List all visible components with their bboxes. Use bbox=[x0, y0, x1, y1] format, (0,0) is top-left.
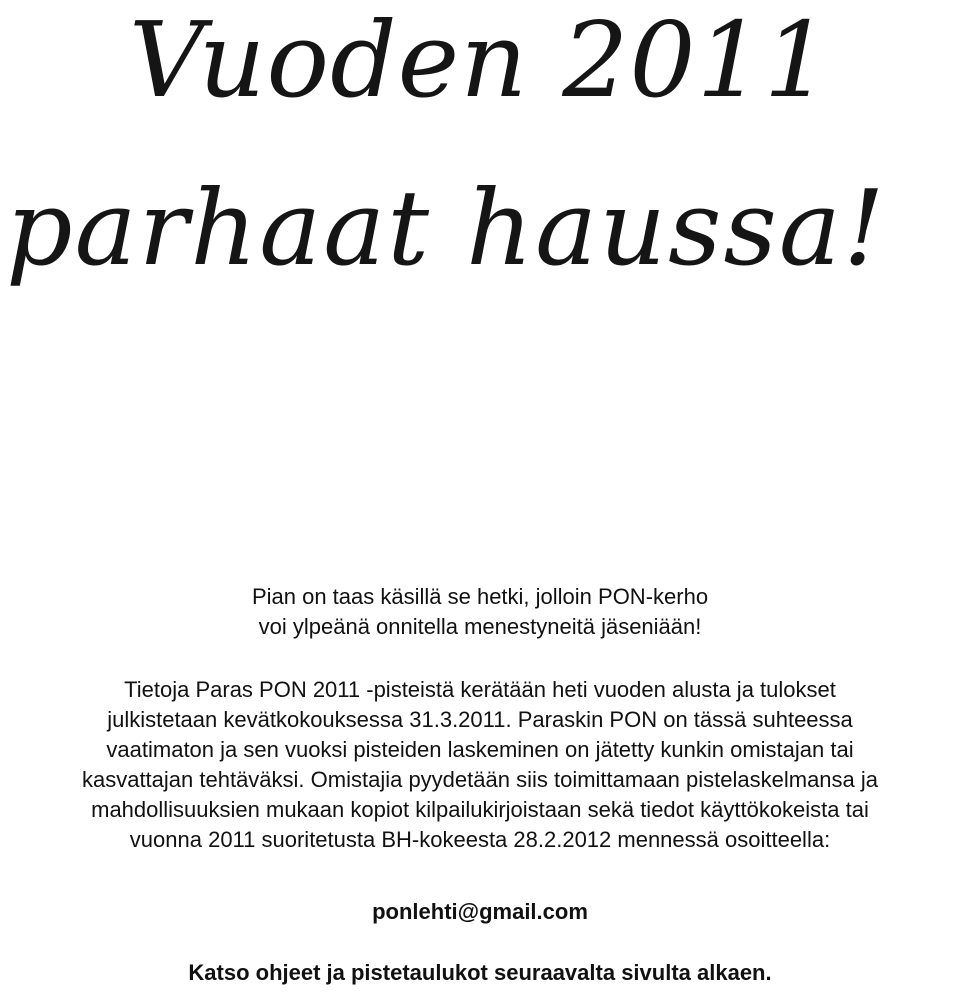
intro-line: voi ylpeänä onnitella menestyneitä jäseniään! bbox=[258, 614, 702, 639]
intro-paragraph bbox=[0, 582, 960, 642]
headline-line-1: Vuoden 2011 bbox=[129, 0, 831, 121]
details-line: Tietoja Paras PON 2011 -pisteistä kerätään heti vuoden alusta ja tulokset bbox=[124, 677, 836, 702]
details-line: julkistetaan kevätkokouksessa 31.3.2011. Paraskin PON on tässä suhteessa bbox=[107, 707, 853, 732]
details-line: vuonna 2011 suoritetusta BH-kokeesta 28.2.2012 mennessä osoitteella: bbox=[129, 827, 831, 852]
footer-note: Katso ohjeet ja pistetaulukot seuraavalta sivulta alkaen. bbox=[188, 960, 772, 985]
details-line: vaatimaton ja sen vuoksi pisteiden laskeminen on jätetty kunkin omistajan tai bbox=[106, 737, 854, 762]
contact-email: ponlehti@gmail.com bbox=[372, 899, 588, 924]
details-paragraph bbox=[0, 675, 960, 855]
intro-line: Pian on taas käsillä se hetki, jolloin PON-kerho bbox=[251, 584, 709, 609]
details-line: mahdollisuuksien mukaan kopiot kilpailukirjoistaan sekä tiedot käyttökokeista tai bbox=[91, 797, 869, 822]
details-line: kasvattajan tehtäväksi. Omistajia pyydetään siis toimittamaan pistelaskelmansa ja bbox=[81, 767, 879, 792]
headline-line-2: parhaat haussa! bbox=[6, 167, 887, 289]
